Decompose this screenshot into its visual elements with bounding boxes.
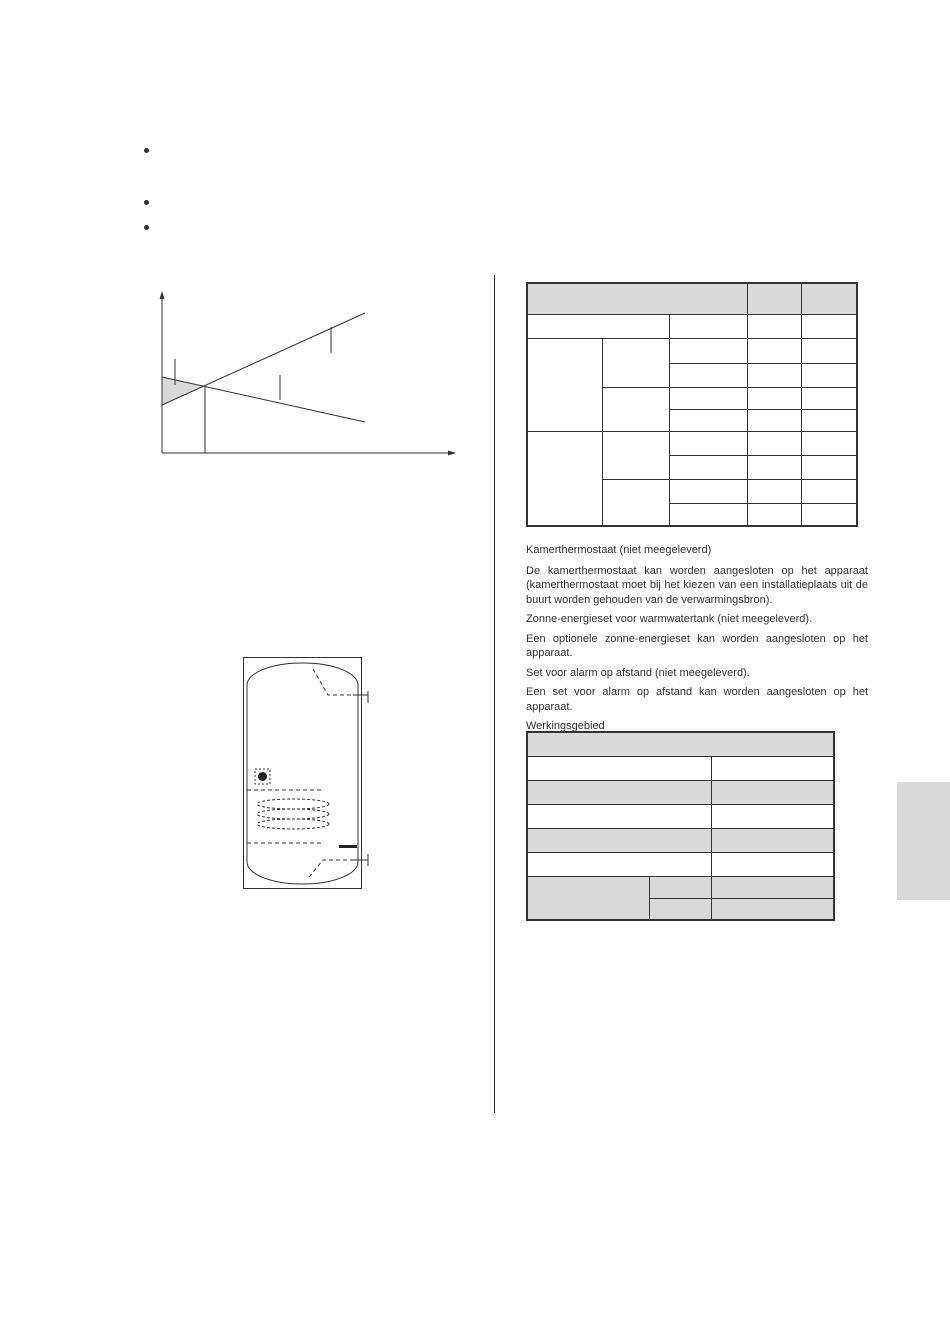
room-thermostat-heading: Kamerthermostaat (niet meegeleverd): [526, 544, 712, 556]
coil-loop-2: [257, 809, 329, 819]
spec-subheader-cell: [747, 314, 801, 338]
spec-cell: [801, 431, 857, 455]
heating-curve-diagram: [150, 285, 470, 465]
y-axis-arrow: [160, 291, 165, 299]
spec-header-col-1: [747, 283, 801, 314]
spec-cell: [747, 479, 801, 503]
operating-range-table: [526, 731, 835, 921]
x-axis-arrow: [448, 451, 456, 456]
remote-alarm-heading: Set voor alarm op afstand (niet meegeleverd).: [526, 666, 750, 679]
range-value: [711, 852, 834, 876]
solar-kit-text: Een optionele zonne-energieset kan worden aangesloten op het apparaat.: [526, 632, 868, 659]
spec-cell: [747, 431, 801, 455]
range-label: [527, 780, 711, 804]
coil-loop-3: [257, 819, 329, 829]
spec-cell: [669, 479, 747, 503]
spec-cell: [747, 363, 801, 387]
spec-header-main: [527, 283, 747, 314]
range-label: [527, 828, 711, 852]
bullet-2: [144, 200, 149, 205]
water-tank-diagram: [243, 657, 383, 892]
spec-subheader-unit: [669, 314, 747, 338]
solar-kit-heading: Zonne-energieset voor warmwatertank (niet meegeleverd).: [526, 613, 813, 625]
spec-cell: [801, 387, 857, 409]
falling-line: [162, 377, 365, 422]
spec-cell: [747, 338, 801, 363]
spec-subgroup-2b: [602, 479, 669, 526]
spec-subgroup-1a: [602, 338, 669, 387]
range-label: [527, 852, 711, 876]
range-label: [527, 804, 711, 828]
spec-cell: [747, 409, 801, 431]
spec-cell: [747, 387, 801, 409]
spec-table: [526, 282, 858, 527]
spec-subheader-cell: [801, 314, 857, 338]
bullet-3: [144, 225, 149, 230]
remote-alarm-text: Een set voor alarm op afstand kan worden aangesloten op het apparaat.: [526, 686, 868, 713]
spec-cell: [801, 479, 857, 503]
spec-group-1: [527, 338, 602, 431]
range-header: [527, 732, 834, 756]
spec-cell: [801, 455, 857, 479]
spec-subheader-label: [527, 314, 669, 338]
range-label: [527, 756, 711, 780]
spec-header-col-2: [801, 283, 857, 314]
spec-subgroup-2a: [602, 431, 669, 479]
sensor-dot: [258, 772, 267, 781]
column-divider: [494, 275, 495, 1113]
shaded-region: [162, 377, 205, 405]
upper-dashed-lead: [313, 669, 353, 695]
spec-cell: [669, 455, 747, 479]
spec-cell: [669, 363, 747, 387]
spec-cell: [801, 409, 857, 431]
range-value: [711, 756, 834, 780]
spec-cell: [747, 503, 801, 526]
accessories-text: [526, 543, 868, 739]
range-value: [711, 876, 834, 898]
spec-cell: [801, 338, 857, 363]
room-thermostat-text: De kamerthermostaat kan worden aangesloten op het apparaat (kamerthermostaat moet bij het kiezen van een installatieplaats uit de buurt worden gehouden van de verwarmingsbron).: [526, 564, 868, 606]
spec-cell: [669, 387, 747, 409]
spec-subgroup-1b: [602, 387, 669, 431]
rising-line: [162, 313, 365, 405]
spec-cell: [669, 409, 747, 431]
spec-cell: [801, 363, 857, 387]
spec-cell: [669, 503, 747, 526]
range-value: [711, 780, 834, 804]
lower-dashed-lead: [309, 860, 353, 877]
heater-mark: [339, 845, 357, 848]
operating-range-heading: Werkingsgebied: [526, 720, 605, 732]
coil-loop-1: [257, 799, 329, 809]
spec-cell: [669, 338, 747, 363]
spec-cell: [801, 503, 857, 526]
range-group-label: [527, 876, 649, 920]
range-value: [711, 898, 834, 920]
range-sub-label: [649, 876, 711, 898]
language-side-tab: [897, 782, 950, 900]
range-sub-label: [649, 898, 711, 920]
spec-cell: [669, 431, 747, 455]
range-value: [711, 828, 834, 852]
spec-group-2: [527, 431, 602, 526]
bullet-1: [144, 148, 149, 153]
spec-cell: [747, 455, 801, 479]
range-value: [711, 804, 834, 828]
